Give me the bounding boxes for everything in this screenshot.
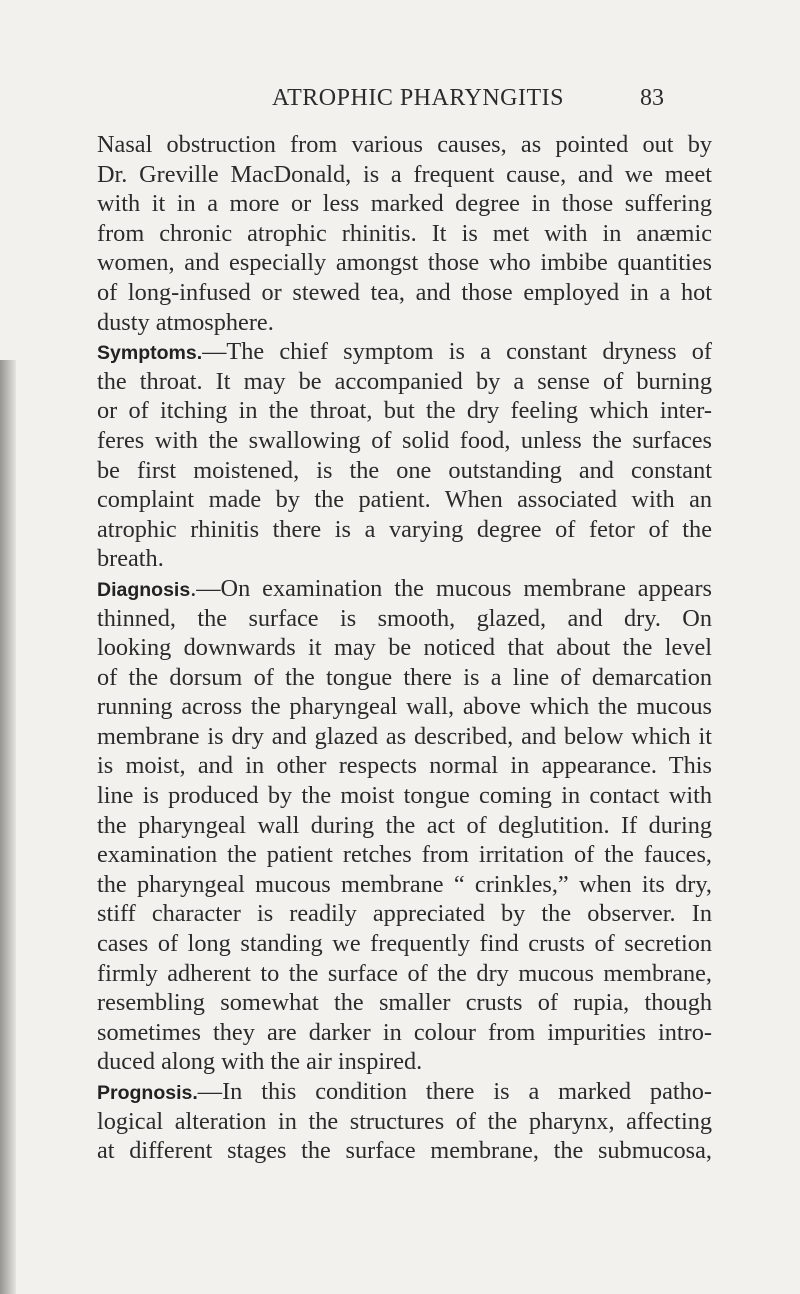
section-heading-diagnosis: Diagnosis (97, 578, 191, 601)
text-line: line is produced by the moist tongue coming in contact with (97, 782, 712, 810)
text-line: from chronic atrophic rhinitis. It is met with in anæmic (97, 219, 712, 247)
text-line: feres with the swallowing of solid food, unless the surfaces (97, 426, 712, 454)
paragraph-symptoms (97, 337, 712, 574)
text-line: be first moistened, is the one outstanding and constant (97, 456, 712, 484)
text-line: or of itching in the throat, but the dry feeling which inter- (97, 397, 712, 425)
text-line: resembling somewhat the smaller crusts of rupia, though (97, 989, 712, 1017)
paragraph-intro (97, 130, 712, 337)
text-line: running across the pharyngeal wall, above which the mucous (97, 693, 712, 721)
text-line: examination the patient retches from irritation of the fauces, (97, 841, 712, 869)
text-line: Dr. Greville MacDonald, is a frequent cause, and we meet (97, 160, 712, 188)
text-line: of long-infused or stewed tea, and those employed in a hot (97, 278, 712, 306)
running-title: ATROPHIC PHARYNGITIS (271, 85, 565, 111)
text-line: stiff character is readily appreciated by the observer. In (97, 900, 712, 928)
section-heading-symptoms: Symptoms. (97, 342, 203, 365)
text-line: of the dorsum of the tongue there is a line of demarcation (97, 663, 712, 691)
text-line-run: —In this condition there is a marked patho- (197, 1078, 712, 1105)
page-number: 83 (640, 85, 664, 111)
text-line: the pharyngeal mucous membrane “ crinkles,” when its dry, (97, 870, 712, 898)
section-heading-prognosis: Prognosis. (97, 1082, 198, 1104)
text-line-run: .—On examination the mucous membrane appears (190, 574, 712, 602)
paragraph-prognosis (97, 1077, 712, 1166)
text-line: cases of long standing we frequently find crusts of secretion (97, 930, 712, 958)
text-line: breath. (97, 545, 164, 573)
text-line (97, 1077, 712, 1107)
paragraph-diagnosis (97, 574, 712, 1077)
text-line: duced along with the air inspired. (97, 1048, 423, 1076)
text-line: firmly adherent to the surface of the dry mucous membrane, (97, 959, 712, 987)
text-line: sometimes they are darker in colour from impurities intro- (97, 1018, 712, 1046)
text-line: the pharyngeal wall during the act of deglutition. If during (97, 811, 712, 839)
text-line: looking downwards it may be noticed that about the level (97, 634, 712, 662)
text-line: Nasal obstruction from various causes, as pointed out by (97, 131, 712, 158)
page-binding-shadow (0, 360, 16, 1294)
text-line: dusty atmosphere. (97, 308, 274, 336)
text-line: atrophic rhinitis there is a varying degree of fetor of the (97, 515, 712, 543)
body-text (97, 130, 712, 1166)
text-line: complaint made by the patient. When associated with an (97, 486, 712, 514)
text-line: membrane is dry and glazed as described, and below which it (97, 722, 712, 750)
text-line: is moist, and in other respects normal in appearance. This (97, 752, 712, 780)
text-line: logical alteration in the structures of the pharynx, affecting (97, 1107, 712, 1135)
text-line-run: —The chief symptom is a constant dryness of (202, 338, 712, 366)
text-line (97, 337, 712, 367)
text-line: women, and especially amongst those who imbibe quantities (97, 249, 712, 277)
text-line: at different stages the surface membrane, the submucosa, (97, 1137, 712, 1165)
text-line: the throat. It may be accompanied by a sense of burning (97, 367, 712, 395)
text-line (97, 574, 712, 604)
text-line: with it in a more or less marked degree in those suffering (97, 190, 712, 218)
text-line: thinned, the surface is smooth, glazed, and dry. On (97, 604, 712, 632)
